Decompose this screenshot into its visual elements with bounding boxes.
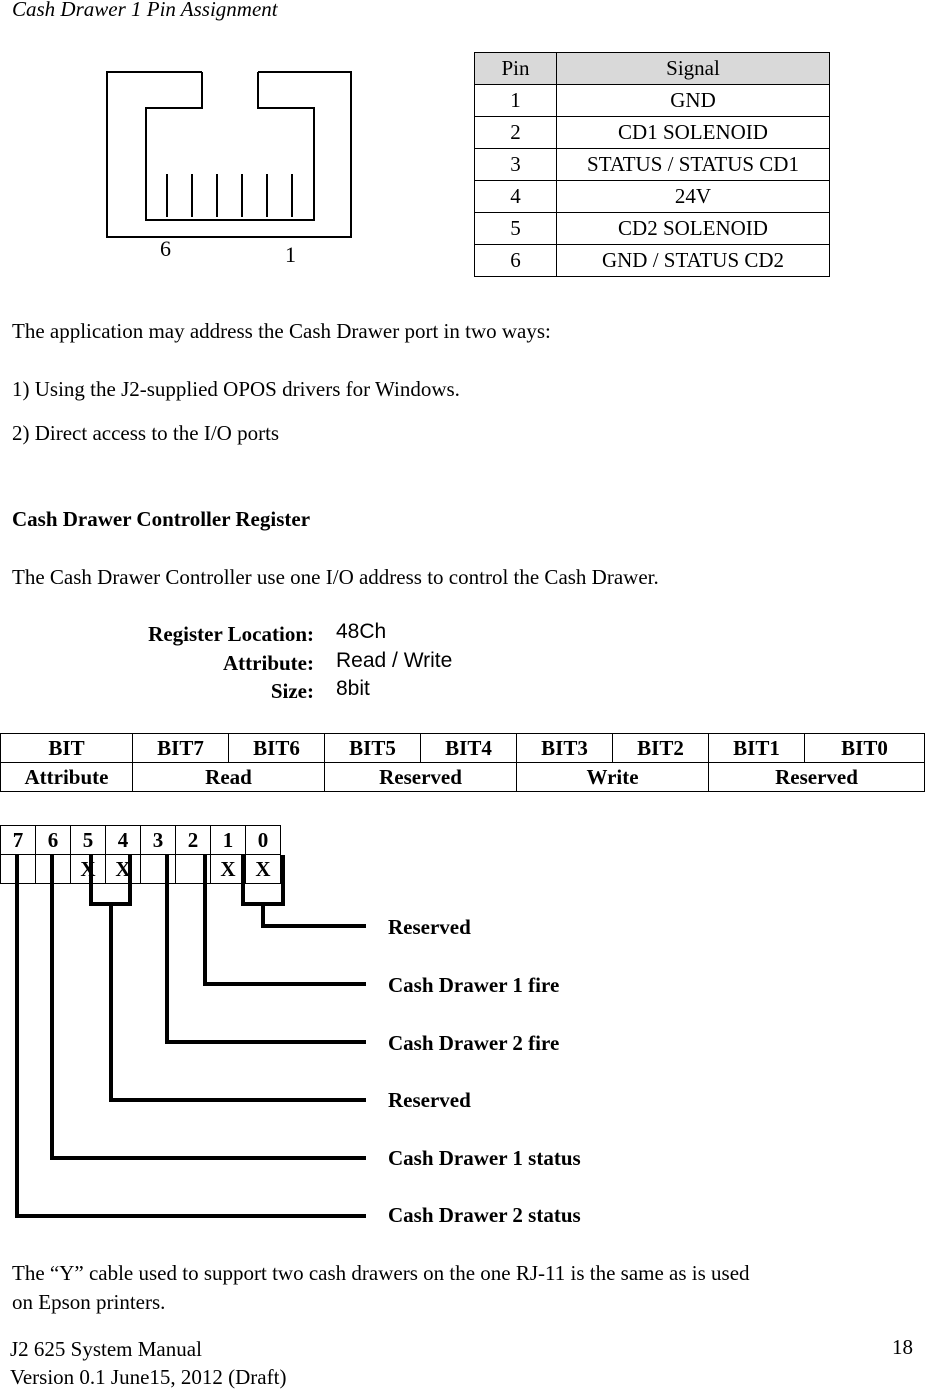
register-attribute-value: Read / Write (336, 649, 453, 672)
bit-number-cell: 5 (71, 826, 106, 855)
footer-manual-title: J2 625 System Manual (10, 1337, 202, 1361)
pin-cell: 1 (475, 85, 557, 117)
bit-cell: BIT4 (421, 734, 517, 763)
footer (10, 1335, 286, 1391)
column-header-pin: Pin (475, 53, 557, 85)
connector-line (263, 904, 366, 926)
connector-line (205, 855, 366, 984)
bit-mark-cell: X (71, 855, 106, 884)
table-header-row (475, 53, 830, 85)
connector-line (167, 855, 366, 1042)
register-location-value: 48Ch (336, 620, 387, 643)
rj-connector-diagram (0, 60, 420, 280)
bit-cell: BIT0 (805, 734, 925, 763)
table-row (475, 149, 830, 181)
pin-1-label: 1 (285, 242, 296, 267)
bit-cell: BIT3 (517, 734, 613, 763)
register-heading: Cash Drawer Controller Register (12, 507, 311, 531)
attribute-cell: Reserved (709, 763, 925, 792)
bit-number-cell: 1 (211, 826, 246, 855)
register-location-label: Register Location: (148, 622, 314, 646)
signal-cell: GND / STATUS CD2 (557, 245, 830, 277)
bit-connector-lines (0, 855, 420, 1225)
bit-number-cell: 4 (106, 826, 141, 855)
intro-item-1: 1) Using the J2-supplied OPOS drivers for Windows. (12, 377, 460, 401)
pin-6-label: 6 (160, 236, 171, 261)
note-line-2: on Epson printers. (12, 1290, 166, 1314)
bit-cell: BIT1 (709, 734, 805, 763)
signal-cell: CD2 SOLENOID (557, 213, 830, 245)
signal-cell: GND (557, 85, 830, 117)
bit-cell: BIT7 (133, 734, 229, 763)
bit-cell: BIT6 (229, 734, 325, 763)
pin-cell: 3 (475, 149, 557, 181)
signal-cell: 24V (557, 181, 830, 213)
attribute-cell: Reserved (325, 763, 517, 792)
table-row (475, 245, 830, 277)
intro-text: The application may address the Cash Drawer port in two ways: (12, 319, 551, 343)
bit-cell: BIT2 (613, 734, 709, 763)
table-row (475, 213, 830, 245)
connector-line (91, 855, 130, 904)
bit-label-cd1-fire: Cash Drawer 1 fire (388, 973, 560, 997)
bit-number-cell: 3 (141, 826, 176, 855)
connector-line (111, 904, 366, 1100)
bit-number-cell: 2 (176, 826, 211, 855)
attribute-cell: Write (517, 763, 709, 792)
connector-pins (167, 174, 292, 217)
bit-mark-cell: X (106, 855, 141, 884)
attribute-label-cell: Attribute (1, 763, 133, 792)
intro-item-2: 2) Direct access to the I/O ports (12, 421, 280, 445)
bit-label-reserved-1-0: Reserved (388, 915, 471, 939)
connector-line (52, 855, 366, 1158)
bit-label-reserved-5-4: Reserved (388, 1088, 471, 1112)
bit-cell: BIT5 (325, 734, 421, 763)
pin-assignment-table (474, 52, 830, 277)
table-row (475, 117, 830, 149)
pin-cell: 2 (475, 117, 557, 149)
bit-number-cell: 0 (246, 826, 281, 855)
pin-cell: 5 (475, 213, 557, 245)
register-attribute-label: Attribute: (223, 651, 314, 675)
bit-number-cell: 6 (36, 826, 71, 855)
register-size-label: Size: (270, 679, 314, 703)
page-number: 18 (892, 1335, 913, 1359)
bit-label-cd1-status: Cash Drawer 1 status (388, 1146, 581, 1170)
register-size-value: 8bit (336, 677, 370, 700)
register-description: The Cash Drawer Controller use one I/O address to control the Cash Drawer. (12, 565, 659, 589)
table-row (475, 85, 830, 117)
signal-cell: STATUS / STATUS CD1 (557, 149, 830, 181)
pin-cell: 6 (475, 245, 557, 277)
attribute-row (1, 763, 925, 792)
bit-mark-cell: X (211, 855, 246, 884)
bit-number-cell: 7 (1, 826, 36, 855)
bit-label-cell: BIT (1, 734, 133, 763)
section-title: Cash Drawer 1 Pin Assignment (12, 0, 278, 21)
attribute-cell: Read (133, 763, 325, 792)
bit-number-row (1, 826, 281, 855)
signal-cell: CD1 SOLENOID (557, 117, 830, 149)
note-line-1: The “Y” cable used to support two cash drawers on the one RJ-11 is the same as is used (12, 1261, 750, 1285)
bit-header-row (1, 734, 925, 763)
bit-label-cd2-fire: Cash Drawer 2 fire (388, 1031, 560, 1055)
table-row (475, 181, 830, 213)
pin-cell: 4 (475, 181, 557, 213)
connector-inner-outline (146, 72, 314, 220)
bit-mark-cell: X (246, 855, 281, 884)
bit-label-cd2-status: Cash Drawer 2 status (388, 1203, 581, 1227)
connector-line (17, 855, 366, 1216)
footer-version: Version 0.1 June15, 2012 (Draft) (10, 1365, 287, 1389)
bit-attribute-table (0, 733, 925, 792)
connector-line (243, 855, 283, 904)
column-header-signal: Signal (557, 53, 830, 85)
